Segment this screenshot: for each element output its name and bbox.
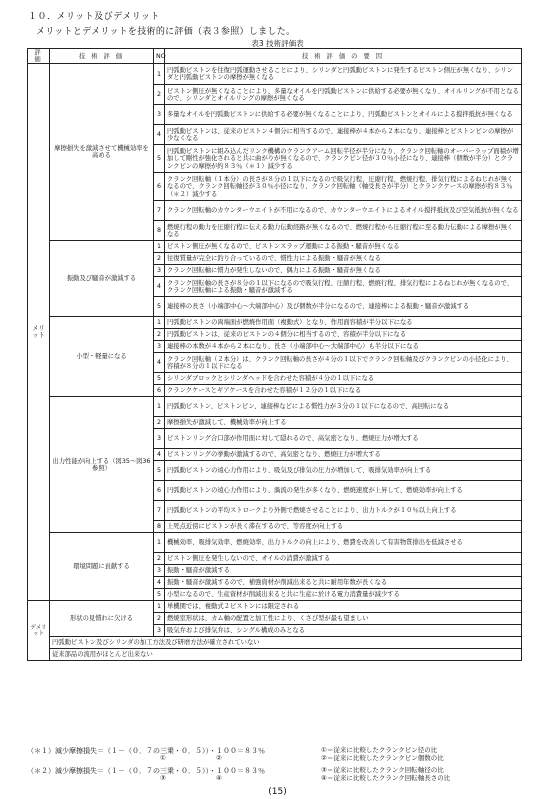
factor-text: 往復質量が完全に釣り合っているので、慣性力による振動・騒音が無くなる — [165, 253, 522, 265]
factor-text: 連接棒の本数が４本から２本になり、長さ（小端部中心～大端部中心）も半分以下になる — [165, 341, 522, 353]
row-number: 1 — [154, 317, 165, 329]
table-row — [28, 64, 522, 85]
factor-text: 摩擦損失が激減して、機械効率が向上する — [165, 417, 522, 429]
factor-text: 多量なオイルを円弧動ピストンに供給する必要が無くなることにより、円弧動ピストンとオイルによる撹拌抵抗が無くなる — [165, 105, 522, 125]
row-number: 3 — [154, 341, 165, 353]
section-heading: １０．メリット及びデメリット — [28, 12, 160, 22]
intro-text: メリットとデメリットを技術的に評価（表３参照）しました。 — [36, 27, 296, 37]
row-number: 7 — [154, 501, 165, 521]
page-number: (15) — [268, 787, 287, 797]
row-number: 2 — [154, 417, 165, 429]
table-row — [28, 637, 522, 649]
row-number: 1 — [154, 601, 165, 613]
row-number: 5 — [154, 145, 165, 173]
factor-text: 振動・騒音が激減する — [165, 565, 522, 577]
footnote-note: ③＝従来に比較したクランク回転軸径の比 — [321, 766, 444, 774]
row-number: 1 — [154, 533, 165, 553]
row-number: 2 — [154, 329, 165, 341]
row-number: 4 — [154, 353, 165, 373]
row-number: 8 — [154, 521, 165, 533]
factor-text: ピストンリング合口部が作用面に対して隠れるので、高気密となり、燃焼圧力が増大する — [165, 429, 522, 449]
row-number: 3 — [154, 429, 165, 449]
footnote-note: ②＝従来に比較したクランクピン個数の比 — [321, 754, 444, 762]
row-number: 5 — [154, 589, 165, 601]
row-number: 1 — [154, 64, 165, 85]
header-eval: 評 価 — [28, 49, 50, 64]
row-number: 4 — [154, 577, 165, 589]
row-number: 2 — [154, 253, 165, 265]
factor-text: ピストン側圧が無くなるので、ピストンスラップ運動による振動・騒音が無くなる — [165, 241, 522, 253]
row-number: 3 — [154, 265, 165, 277]
demerit-category: 形状の見慣れに欠ける — [50, 601, 154, 637]
factor-text: 小型になるので、生産資材が削減出来ると共に生産に於ける電力消費量が減少する — [165, 589, 522, 601]
merit-label: メリット — [28, 64, 50, 601]
footnote-label: （＊２） — [27, 767, 55, 775]
evaluation-category: 出力性能が向上する（図35～図36参照） — [50, 397, 154, 533]
factor-text: 円弧動ピストン、ピストンピン、連接棒などによる慣性力が３分の１以下になるので、高回転になる — [165, 397, 522, 417]
table-row — [28, 649, 522, 661]
footnote-formula: 減少摩擦損失＝（１－（０．７の三乗・０．５））・１００＝８３％ — [55, 767, 265, 775]
footnote-note: ①＝従来に比較したクランクピン径の比 — [321, 746, 438, 754]
row-number: 1 — [154, 397, 165, 417]
factor-text: 上死点近傍にピストンが長く滞在するので、等容度が向上する — [165, 521, 522, 533]
table-row — [28, 533, 522, 553]
factor-text: クランク回転軸に慣力が発生しないので、偶力による振動・騒音が無くなる — [165, 265, 522, 277]
factor-text: 連接棒の長さ（小端部中心～大端部中心）及び個数が半分になるので、連接棒による振動・騒音が激減する — [165, 297, 522, 317]
table-row — [28, 317, 522, 329]
row-number: 3 — [154, 565, 165, 577]
footnote-marker: ② — [216, 754, 222, 762]
factor-text: 円弧動ピストンの平均ストロークより外側で燃焼させることにより、出力トルクが１０％以上向上する — [165, 501, 522, 521]
factor-text: ピストン側圧を発生しないので、オイルの消費が激減する — [165, 553, 522, 565]
row-number: 2 — [154, 613, 165, 625]
row-number: 2 — [154, 85, 165, 105]
row-number: 6 — [154, 173, 165, 201]
evaluation-category: 振動及び騒音が激減する — [50, 241, 154, 317]
footnote-label: （＊１） — [27, 747, 55, 755]
row-number: 5 — [154, 297, 165, 317]
table-row — [28, 601, 522, 613]
row-number: 4 — [154, 277, 165, 297]
factor-text: クランク回転軸（２本分）は、クランク回転軸の長さが４分の１以下でクランク回転軸及びクランクピンの小径化により、容積が８分の１以下になる — [165, 353, 522, 373]
demerit-full-text: 従来部品の流用がほとんど出来ない — [50, 649, 522, 661]
row-number: 3 — [154, 625, 165, 637]
table-row — [28, 397, 522, 417]
factor-text: 円弧動ピストンは、従来のピストン４個分に相当するので、連接棒が４本から２本になり、連接棒とピストンピンの摩擦が少なくなる — [165, 125, 522, 145]
factor-text: 円弧動ピストンは、従来のピストンの４個分に相当するので、容積が半分以下になる — [165, 329, 522, 341]
footnote-marker: ④ — [216, 774, 222, 782]
header-no: NO — [154, 49, 165, 64]
footnote-note: ④＝従来に比較したクランク回転軸長さの比 — [321, 774, 451, 782]
row-number: 1 — [154, 241, 165, 253]
factor-text: クランク回転軸のカウンターウエイトが不用になるので、カウンターウエイトによるオイル撹拌抵抗及び空気抵抗が無くなる — [165, 201, 522, 221]
evaluation-table — [27, 48, 522, 661]
factor-text: 円弧動ピストンの遠心力作用により、吸気及び排気の圧力が増加して、吸排気効率が向上する — [165, 461, 522, 481]
footnote-formula: 減少摩擦損失＝（１－（０．７の三乗・０．５））・１００＝８３％ — [55, 747, 265, 755]
factor-text: クランク回転軸（１本分）の長さが８分の１以下になるので吸気行程、圧縮行程、燃焼行程、排気行程によるねじれが無くなるので、クランク回転軸径が３０％小径になり、クランク回転軸（軸受長さが半分）とクランクケースの摩擦が約８３％（＊２）減少する — [165, 173, 522, 201]
footnote-marker: ① — [160, 754, 166, 762]
factor-text: クランク回転軸の長さが８分の１以下になるので吸気行程、圧縮行程、燃焼行程、排気行程によるねじれが無くなるので、クランク回転軸による振動・騒音が激減する — [165, 277, 522, 297]
evaluation-category: 摩擦損失を激減させて機械効率を高める — [50, 64, 154, 241]
demerit-full-text: 円弧動ピストン及びシリンダの加工方法及び研磨方法が確立されていない — [50, 637, 522, 649]
demerit-label: デメリット — [28, 601, 50, 661]
factor-text: クランクケースとギアケースを合わせた容積が１２分の１以下になる — [165, 385, 522, 397]
factor-text: ピストンリングの挙動が激減するので、高気密となり、燃焼圧力が増大する — [165, 449, 522, 461]
factor-text: 機械効率、吸排気効率、燃焼効率、出力トルクの向上により、燃費を改善して有害物質排出を低減させる — [165, 533, 522, 553]
header-tech-eval: 技 術 評 価 — [50, 49, 154, 64]
footnote-marker: ③ — [160, 774, 166, 782]
row-number: 6 — [154, 481, 165, 501]
row-number: 4 — [154, 125, 165, 145]
row-number: 5 — [154, 373, 165, 385]
factor-text: 燃焼室形状は、カム軸の配置と加工性により、くさび型が最も望ましい — [165, 613, 522, 625]
row-number: 6 — [154, 385, 165, 397]
factor-text: ピストン側圧が無くなることにより、多量なオイルを円弧動ピストンに供給する必要が無くなり、オイルリングが不用となるので、シリンダとオイルリングの摩擦が無くなる — [165, 85, 522, 105]
row-number: 7 — [154, 201, 165, 221]
factor-text: 単機関では、複動式２ピストンには限定される — [165, 601, 522, 613]
factor-text: 円弧動ピストンの遠心力作用により、渦流の発生が多くなり、燃焼速度が上昇して、燃焼効率が向上する — [165, 481, 522, 501]
row-number: 2 — [154, 553, 165, 565]
factor-text: 燃焼行程の動力を圧縮行程に伝える動力伝動経路が無くなるので、燃焼行程から圧縮行程に至る動力伝動による摩擦が無くなる — [165, 221, 522, 241]
table-caption: 表3 技術評価表 — [251, 39, 304, 48]
row-number: 3 — [154, 105, 165, 125]
factor-text: シリンダブロックとシリンダヘッドを合わせた容積が４分の１以下になる — [165, 373, 522, 385]
row-number: 4 — [154, 449, 165, 461]
factor-text: 吸気弁および排気弁は、シングル構成のみとなる — [165, 625, 522, 637]
header-factor: 技 術 評 価 の 要 因 — [165, 49, 522, 64]
factor-text: 円弧動ピストンの両端面が燃焼作用面（複動式）となり、作用面容積が半分以下になる — [165, 317, 522, 329]
table-row — [28, 241, 522, 253]
row-number: 8 — [154, 221, 165, 241]
factor-text: 振動・騒音が激減するので、補強資材が削減出来ると共に耐用年数が長くなる — [165, 577, 522, 589]
factor-text: 円弧動ピストンに組み込んだリンク機構のクランクアーム回転半径が半分になり、クランク回転軸のオーバーラップ面積が増加して剛性が強化されると共に曲がりが無くなるので、クランクピン径が３０％小径になり、連接棒（個数が半分）とクランクピンの摩擦が約８３％（＊１）減少する — [165, 145, 522, 173]
row-number: 5 — [154, 461, 165, 481]
evaluation-category: 環境問題に貢献する — [50, 533, 154, 601]
evaluation-category: 小型・軽量になる — [50, 317, 154, 397]
factor-text: 円弧動ピストンを往復円弧運動させることにより、シリンダと円弧動ピストンに発生するピストン側圧が無くなり、シリンダと円弧動ピストンの摩擦が無くなる — [165, 64, 522, 85]
